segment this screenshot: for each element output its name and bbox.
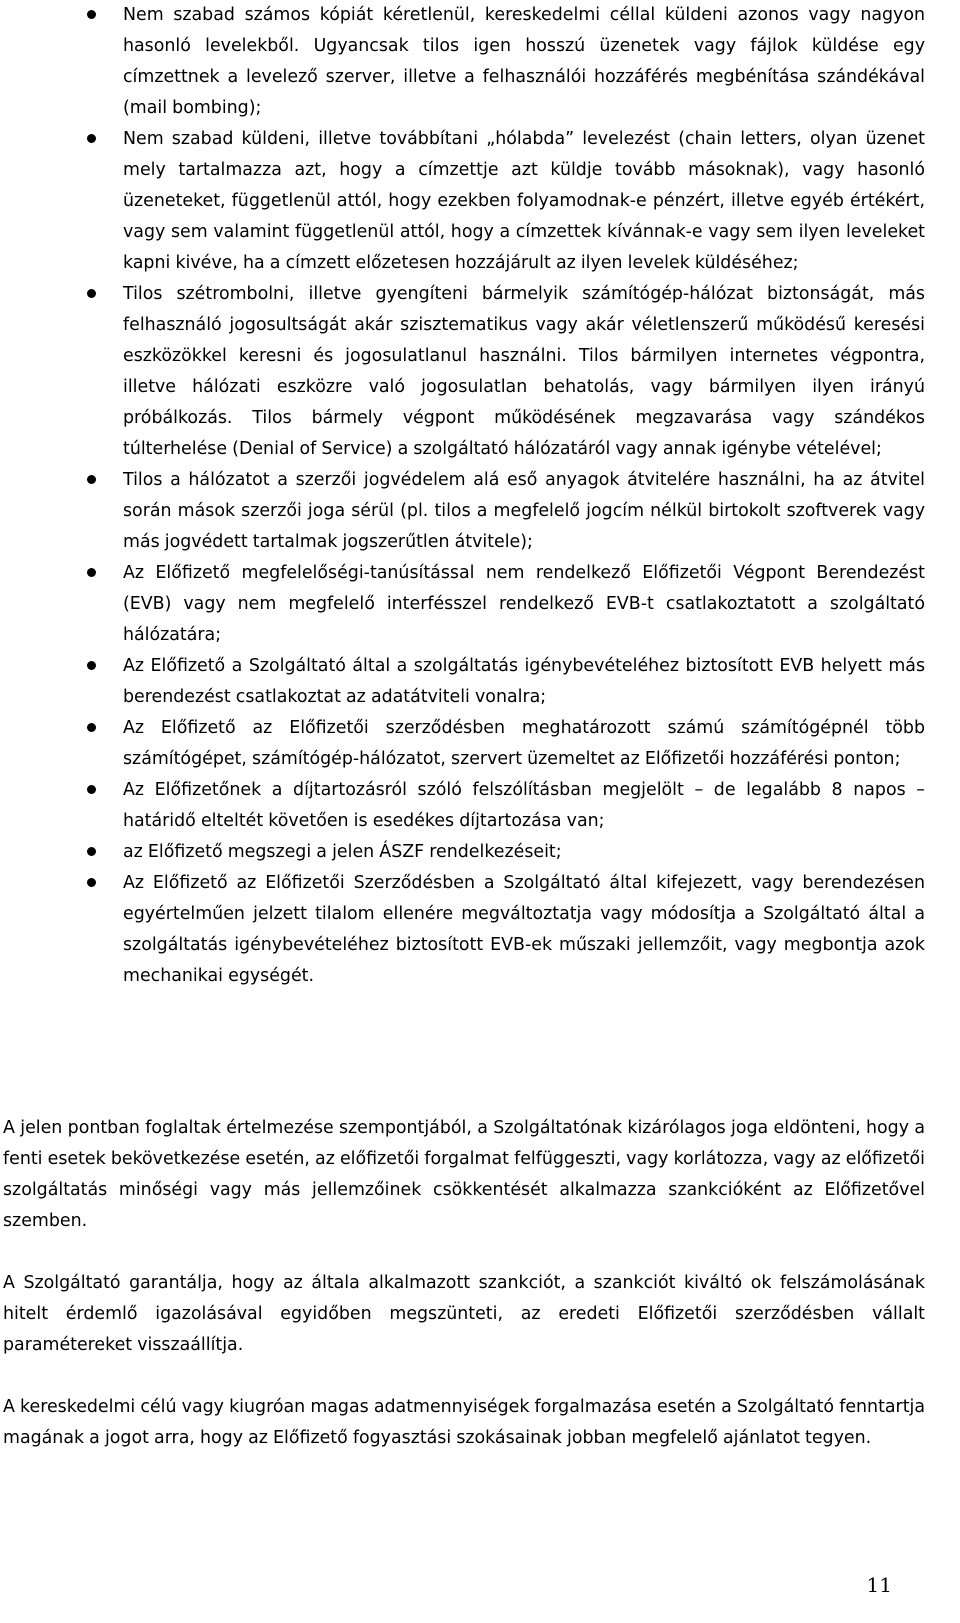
paragraph-guarantee: A Szolgáltató garantálja, hogy az általa alkalmazott szankciót, a szankciót kiváltó ok felszámolásának hitelt érdemlő igazolásával egyidőben megszünteti, az eredeti Előfizetői szerződésben vállalt paramétereket visszaállítja. <box>3 1273 925 1355</box>
list-item-text: Nem szabad küldeni, illetve továbbítani „hólabda” levelezést (chain letters, olyan üzenet mely tartalmazza azt, hogy a címzettje azt küldje tovább másoknak), vagy hasonló üzeneteket, függetlenül attól, hogy ezekben folyamodnak-e pénzért, illetve egyéb értékért, vagy sem valamint függetlenül attól, hogy a címzettek kívánnak-e vagy sem ilyen leveleket kapni kivéve, ha a címzett előzetesen hozzájárult az ilyen levelek küldéséhez; <box>123 129 925 273</box>
list-item-text: Tilos a hálózatot a szerzői jogvédelem alá eső anyagok átvitelére használni, ha az átvitel során mások szerzői joga sérül (pl. tilos a megfelelő jogcím nélkül birtokolt szoftverek vagy más jogvédett tartalmak jogszerűtlen átvitele); <box>123 470 925 552</box>
list-item <box>0 868 960 992</box>
paragraph-sanctions: A jelen pontban foglaltak értelmezése szempontjából, a Szolgáltatónak kizárólagos joga eldönteni, hogy a fenti esetek bekövetkezése esetén, az előfizetői forgalmat felfüggeszti, vagy korlátozza, vagy az előfizetői szolgáltatás minőségi vagy más jellemzőinek csökkentését alkalmazza szankcióként az Előfizetővel szemben. <box>3 1118 925 1231</box>
list-item <box>0 465 960 558</box>
list-item-text: Nem szabad számos kópiát kéretlenül, kereskedelmi céllal küldeni azonos vagy nagyon hasonló levelekből. Ugyancsak tilos igen hosszú üzenetek vagy fájlok küldése egy címzettnek a levelező szerver, illetve a felhasználói hozzáférés megbénítása szándékával (mail bombing); <box>123 5 925 118</box>
list-item <box>0 775 960 837</box>
page-number: 11 <box>866 1573 892 1597</box>
list-item <box>0 279 960 465</box>
list-item <box>0 837 960 868</box>
list-item-text: Az Előfizető az Előfizetői szerződésben meghatározott számú számítógépnél több számítógépet, számítógép-hálózatot, szervert üzemeltet az Előfizetői hozzáférési ponton; <box>123 718 925 769</box>
list-item-text: Tilos szétrombolni, illetve gyengíteni bármelyik számítógép-hálózat biztonságát, más felhasználó jogosultságát akár szisztematikus vagy akár véletlenszerű működésű keresési eszközökkel keresni és jogosulatlanul használni. Tilos bármilyen internetes végpontra, illetve hálózati eszközre való jogosulatlan behatolás, vagy bármilyen ilyen irányú próbálkozás. Tilos bármely végpont működésének megzavarása vagy szándékos túlterhelése (Denial of Service) a szolgáltató hálózatáról vagy annak igénybe vételével; <box>123 284 925 459</box>
bullet-icon <box>87 475 96 484</box>
bullet-icon <box>87 785 96 794</box>
list-item <box>0 0 960 124</box>
list-item <box>0 713 960 775</box>
list-item <box>0 124 960 279</box>
list-item <box>0 651 960 713</box>
list-item <box>0 558 960 651</box>
bullet-icon <box>87 847 96 856</box>
bullet-icon <box>87 878 96 887</box>
list-item-text: Az Előfizető a Szolgáltató által a szolgáltatás igénybevételéhez biztosított EVB helyett más berendezést csatlakoztat az adatátviteli vonalra; <box>123 656 925 707</box>
bullet-icon <box>87 568 96 577</box>
list-item-text: Az Előfizető az Előfizetői Szerződésben a Szolgáltató által kifejezett, vagy berendezésen egyértelműen jelzett tilalom ellenére megváltoztatja vagy módosítja a Szolgáltató által a szolgáltatás igénybevételéhez biztosított EVB-ek műszaki jellemzőit, vagy megbontja azok mechanikai egységét. <box>123 873 925 986</box>
list-item-text: Az Előfizető megfelelőségi-tanúsítással nem rendelkező Előfizetői Végpont Berendezést (EVB) vagy nem megfelelő interfésszel rendelkező EVB-t csatlakoztatott a szolgáltató hálózatára; <box>123 563 925 645</box>
bullet-icon <box>87 289 96 298</box>
bullet-icon <box>87 661 96 670</box>
bullet-icon <box>87 10 96 19</box>
list-item-text: Az Előfizetőnek a díjtartozásról szóló felszólításban megjelölt – de legalább 8 napos – határidő elteltét követően is esedékes díjtartozása van; <box>123 780 925 831</box>
bullet-icon <box>87 723 96 732</box>
bullet-icon <box>87 134 96 143</box>
paragraph-commercial-traffic: A kereskedelmi célú vagy kiugróan magas adatmennyiségek forgalmazása esetén a Szolgáltató fenntartja magának a jogot arra, hogy az Előfizető fogyasztási szokásainak jobban megfelelő ajánlatot tegyen. <box>3 1397 925 1448</box>
list-item-text: az Előfizető megszegi a jelen ÁSZF rendelkezéseit; <box>123 842 562 862</box>
